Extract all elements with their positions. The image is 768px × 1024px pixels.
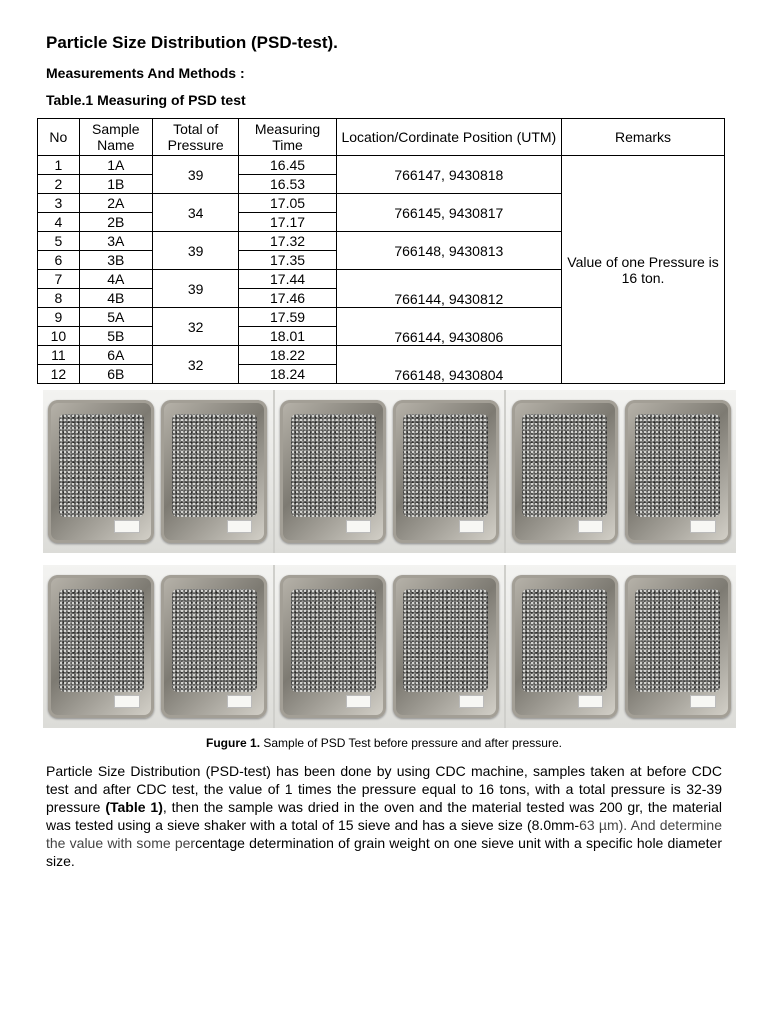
paragraph-part-3: 63 µm). And determine the value with some per — [46, 817, 722, 851]
cell-no: 2 — [38, 175, 80, 194]
cell-sample: 6A — [79, 346, 152, 365]
header-remarks: Remarks — [562, 119, 725, 156]
cell-sample: 3B — [79, 251, 152, 270]
photo-panel — [506, 565, 736, 728]
cell-time: 17.59 — [239, 308, 336, 327]
table-header-row — [38, 119, 725, 156]
sample-tray — [48, 575, 154, 718]
cell-time: 17.46 — [239, 289, 336, 308]
cell-sample: 1B — [79, 175, 152, 194]
cell-time: 17.32 — [239, 232, 336, 251]
cell-sample: 4B — [79, 289, 152, 308]
paragraph-part-1: Particle Size Distribution (PSD-test) has been done by using CDC machine, samples taken at before CDC test and after CDC test, the value of 1 times the pressure equal to 16 tons, with a total pressure is 32-39 pressure — [46, 763, 722, 815]
header-measuring-time: Measuring Time — [239, 119, 336, 156]
sample-tray — [280, 400, 386, 543]
cell-sample: 2A — [79, 194, 152, 213]
psd-measurement-table — [37, 118, 725, 384]
sample-tray — [625, 575, 731, 718]
figure-caption-text: Sample of PSD Test before pressure and after pressure. — [260, 736, 562, 750]
photo-panel — [275, 390, 507, 553]
cell-sample: 2B — [79, 213, 152, 232]
section-heading: Measurements And Methods : — [46, 65, 245, 81]
cell-location: 766145, 9430817 — [336, 194, 562, 232]
cell-no: 7 — [38, 270, 80, 289]
header-total-pressure: Total of Pressure — [152, 119, 239, 156]
page-title: Particle Size Distribution (PSD-test). — [46, 33, 338, 52]
header-no: No — [38, 119, 80, 156]
cell-time: 17.44 — [239, 270, 336, 289]
sample-tray — [161, 400, 267, 543]
cell-time: 18.01 — [239, 327, 336, 346]
cell-no: 1 — [38, 156, 80, 175]
cell-time: 18.24 — [239, 365, 336, 384]
cell-sample: 5A — [79, 308, 152, 327]
cell-pressure: 34 — [152, 194, 239, 232]
paragraph-part-4: centage determination of grain weight on one sieve unit with a specific hole diameter size. — [46, 835, 722, 869]
cell-location: 766144, 9430806 — [336, 308, 562, 346]
cell-pressure: 32 — [152, 346, 239, 384]
cell-pressure: 39 — [152, 270, 239, 308]
header-sample-name: Sample Name — [79, 119, 152, 156]
header-location: Location/Cordinate Position (UTM) — [336, 119, 562, 156]
cell-sample: 1A — [79, 156, 152, 175]
sample-tray — [161, 575, 267, 718]
cell-remarks: Value of one Pressure is 16 ton. — [562, 156, 725, 384]
cell-time: 17.05 — [239, 194, 336, 213]
cell-time: 18.22 — [239, 346, 336, 365]
cell-pressure: 39 — [152, 232, 239, 270]
sample-tray — [393, 575, 499, 718]
cell-pressure: 39 — [152, 156, 239, 194]
cell-no: 12 — [38, 365, 80, 384]
table-reference: (Table 1) — [105, 799, 163, 815]
cell-sample: 4A — [79, 270, 152, 289]
sample-tray — [393, 400, 499, 543]
figure-caption-label: Fugure 1. — [206, 736, 261, 750]
cell-time: 16.45 — [239, 156, 336, 175]
table-row — [38, 156, 725, 175]
cell-no: 11 — [38, 346, 80, 365]
cell-location: 766147, 9430818 — [336, 156, 562, 194]
cell-no: 3 — [38, 194, 80, 213]
cell-no: 8 — [38, 289, 80, 308]
photo-panel — [275, 565, 507, 728]
sample-tray — [512, 575, 618, 718]
cell-sample: 6B — [79, 365, 152, 384]
photo-panel — [43, 390, 275, 553]
photo-panel — [43, 565, 275, 728]
cell-time: 17.35 — [239, 251, 336, 270]
cell-no: 10 — [38, 327, 80, 346]
cell-location: 766148, 9430813 — [336, 232, 562, 270]
figure-caption — [0, 736, 768, 750]
cell-sample: 3A — [79, 232, 152, 251]
cell-no: 6 — [38, 251, 80, 270]
cell-no: 9 — [38, 308, 80, 327]
cell-no: 4 — [38, 213, 80, 232]
table-caption: Table.1 Measuring of PSD test — [46, 92, 246, 108]
sample-photo-row-1 — [43, 390, 736, 553]
cell-location: 766148, 9430804 — [336, 346, 562, 384]
sample-tray — [512, 400, 618, 543]
cell-sample: 5B — [79, 327, 152, 346]
sample-tray — [48, 400, 154, 543]
cell-pressure: 32 — [152, 308, 239, 346]
paragraph-part-2: , then the sample was dried in the oven and the material tested was 200 gr, the material was tested using a sieve shaker with a total of 15 sieve and has a sieve size (8.0mm- — [46, 799, 722, 833]
cell-time: 17.17 — [239, 213, 336, 232]
cell-location: 766144, 9430812 — [336, 270, 562, 308]
sample-tray — [625, 400, 731, 543]
sample-photo-row-2 — [43, 565, 736, 728]
cell-no: 5 — [38, 232, 80, 251]
sample-tray — [280, 575, 386, 718]
body-paragraph — [46, 762, 722, 870]
cell-time: 16.53 — [239, 175, 336, 194]
photo-panel — [506, 390, 736, 553]
